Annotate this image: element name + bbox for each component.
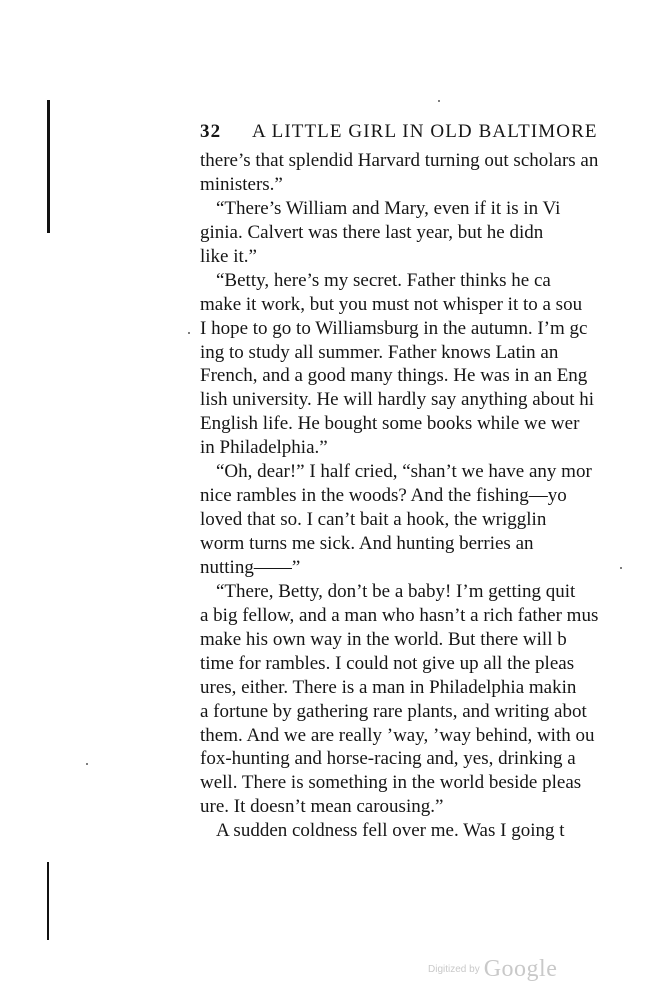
text-line: ure. It doesn’t mean carousing.” (200, 796, 444, 818)
text-line: “Oh, dear!” I half cried, “shan’t we have any mor (216, 461, 592, 483)
page-header (200, 121, 652, 147)
text-line: loved that so. I can’t bait a hook, the wrigglin (200, 509, 547, 531)
scan-speck (188, 332, 190, 334)
scan-edge-mark (47, 862, 49, 940)
text-line: time for rambles. I could not give up all the pleas (200, 652, 575, 674)
text-line: worm turns me sick. And hunting berries an (200, 533, 534, 554)
google-logo: Google (483, 956, 558, 982)
text-line: nutting——” (200, 556, 301, 578)
digitization-watermark (428, 956, 557, 983)
text-line: “Betty, here’s my secret. Father thinks he ca (216, 269, 551, 291)
text-line: I hope to go to Williamsburg in the autumn. I’m gc (200, 317, 588, 339)
text-line: well. There is something in the world beside pleas (200, 772, 582, 794)
text-line: ing to study all summer. Father knows Latin an (200, 341, 559, 363)
text-line: make it work, but you must not whisper it to a sou (200, 293, 583, 315)
text-line: in Philadelphia.” (200, 437, 328, 459)
body-text (200, 149, 652, 849)
text-line: like it.” (200, 245, 257, 267)
text-line: “There, Betty, don’t be a baby! I’m getting quit (216, 580, 576, 602)
text-line: a big fellow, and a man who hasn’t a rich father mus (200, 604, 599, 626)
scan-edge-mark (47, 100, 50, 233)
text-line: there’s that splendid Harvard turning out scholars an (200, 150, 599, 171)
text-line: French, and a good many things. He was in an Eng (200, 365, 588, 387)
text-line: A sudden coldness fell over me. Was I going t (216, 820, 565, 842)
text-line: lish university. He will hardly say anything about hi (200, 389, 595, 411)
text-line: nice rambles in the woods? And the fishing—yo (200, 485, 567, 507)
scan-speck (86, 763, 88, 765)
digitized-by-label: Digitized by (428, 964, 480, 975)
text-line: a fortune by gathering rare plants, and writing abot (200, 700, 587, 722)
text-line: “There’s William and Mary, even if it is in Vi (216, 197, 561, 219)
text-line: English life. He bought some books while we wer (200, 413, 580, 435)
text-line: ures, either. There is a man in Philadelphia makin (200, 676, 577, 698)
text-line: make his own way in the world. But there will b (200, 628, 567, 650)
text-line: them. And we are really ’way, ’way behind, with ou (200, 724, 595, 746)
text-line: ministers.” (200, 173, 283, 195)
text-line: fox-hunting and horse-racing and, yes, drinking a (200, 748, 576, 770)
scan-speck (438, 100, 440, 102)
page-number: 32 (200, 121, 222, 142)
text-line: ginia. Calvert was there last year, but he didn (200, 221, 544, 243)
running-title: A LITTLE GIRL IN OLD BALTIMORE (252, 121, 598, 142)
